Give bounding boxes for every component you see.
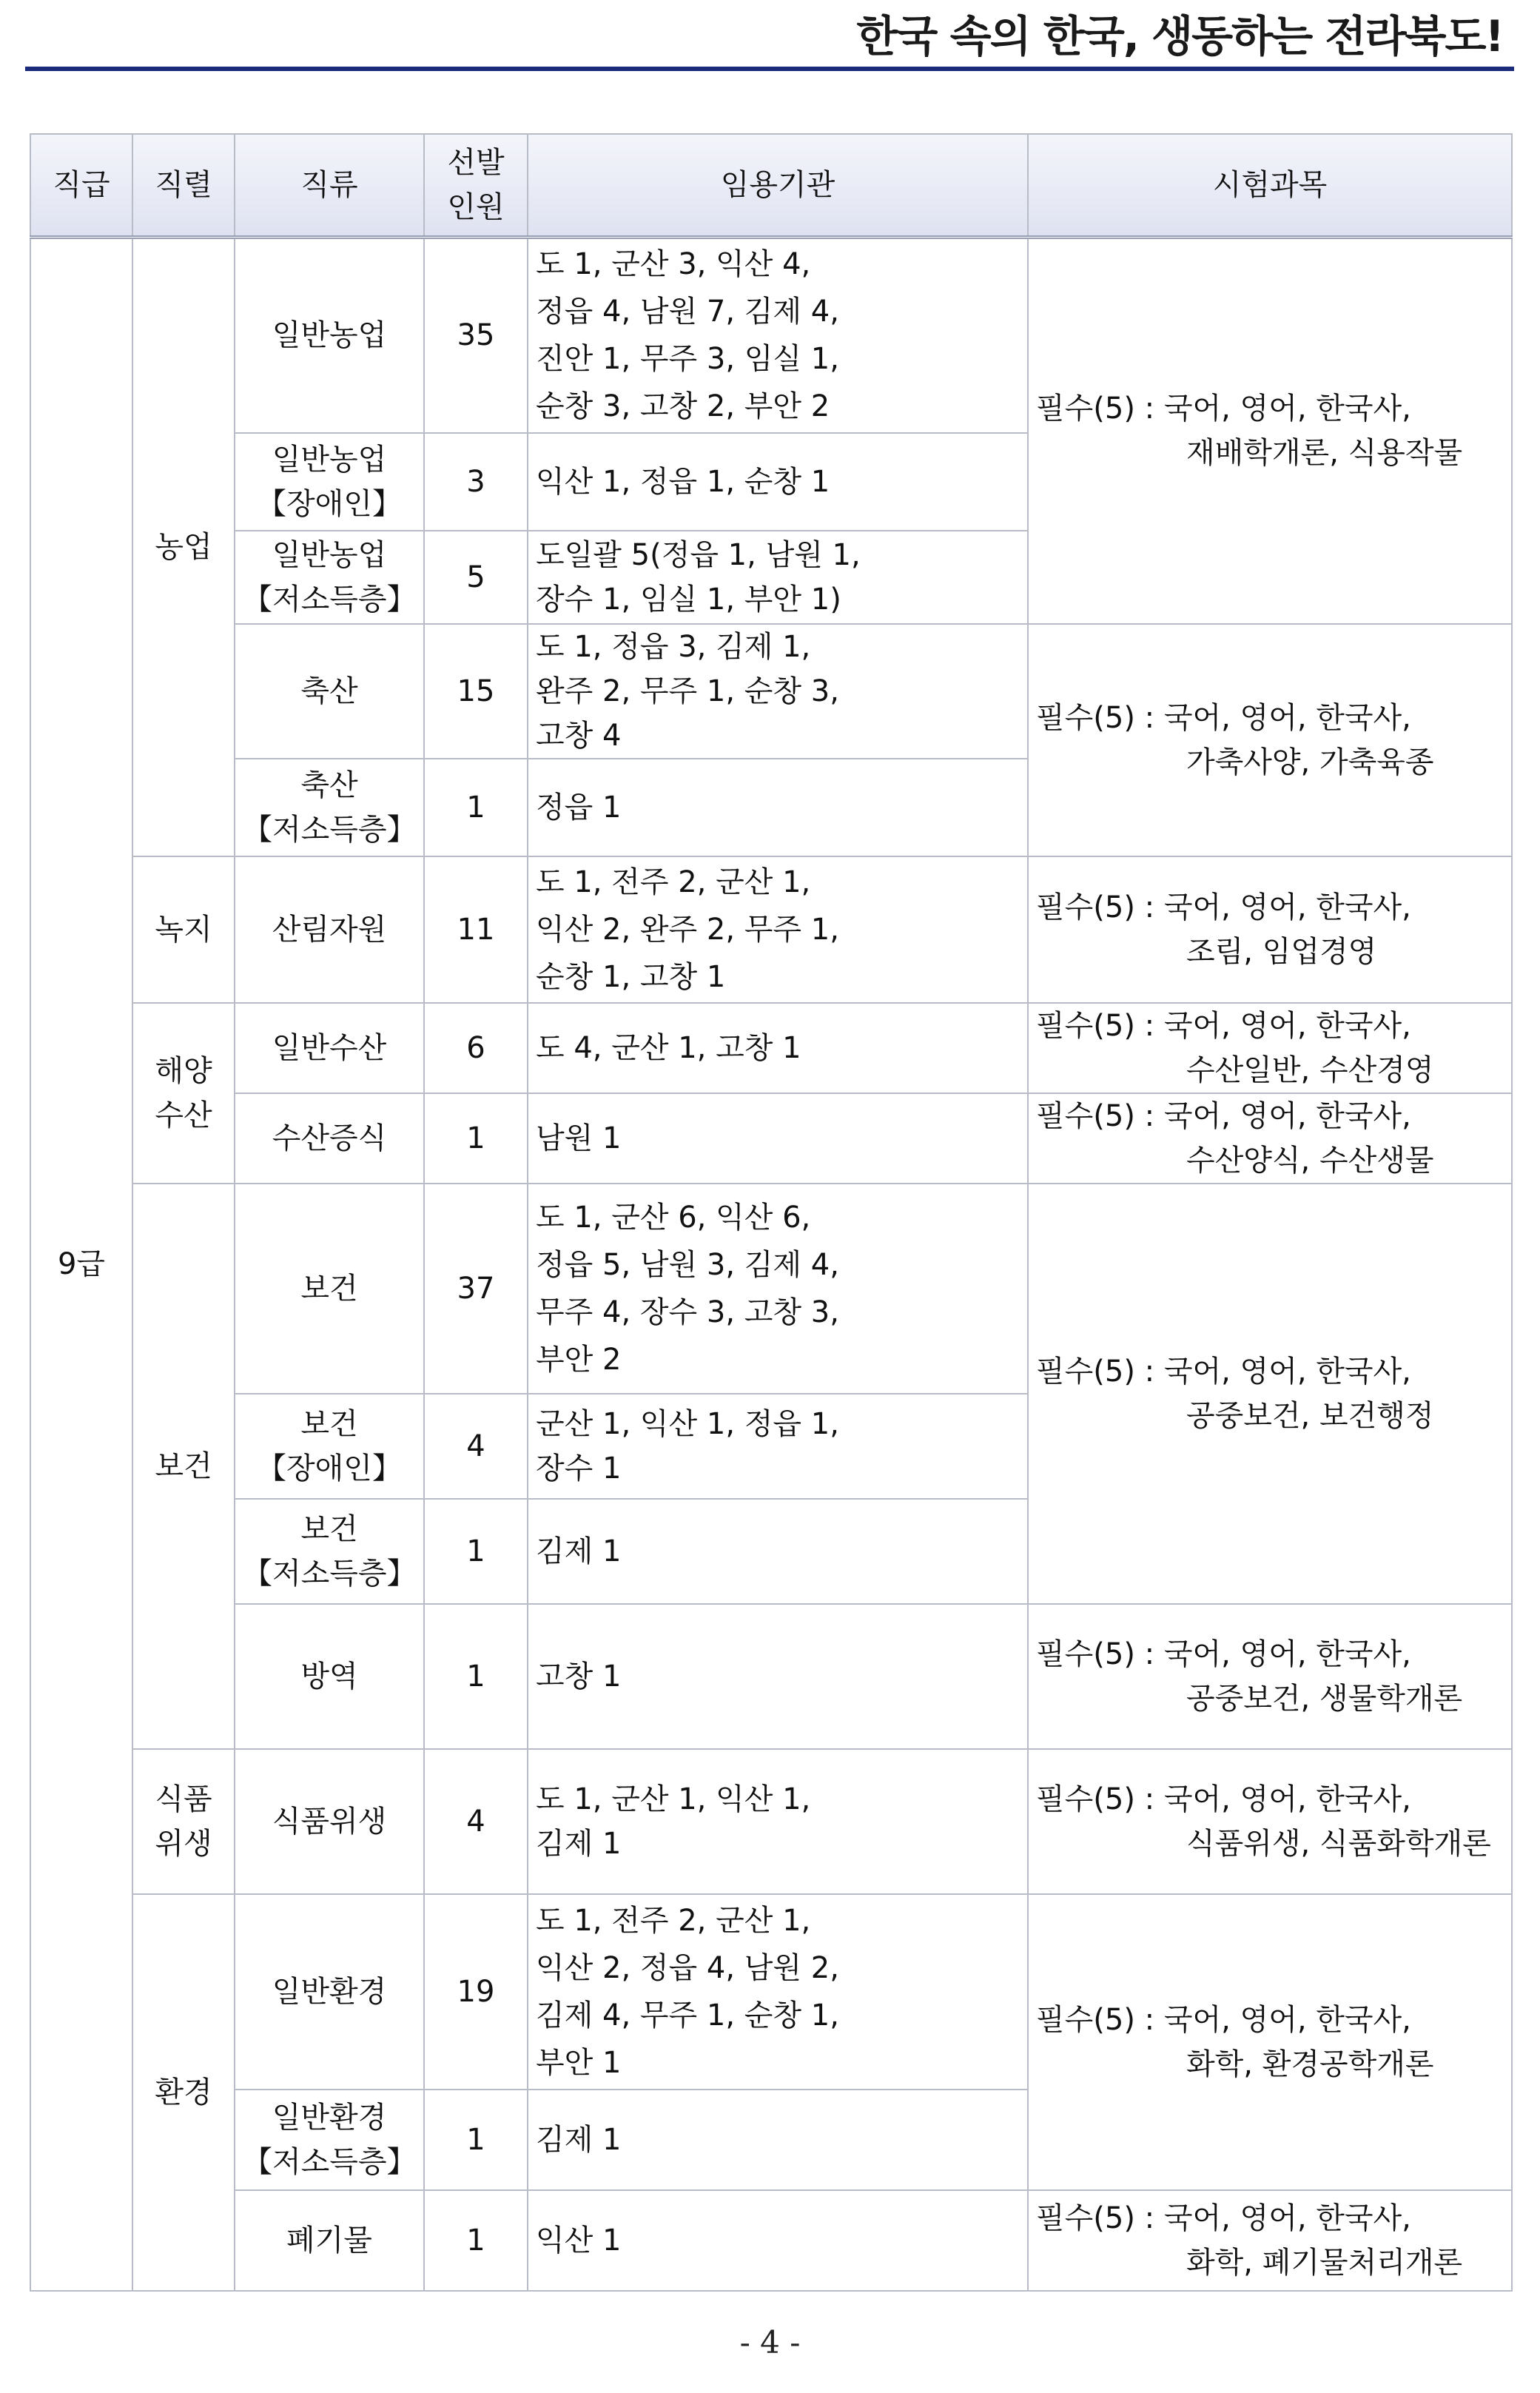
agency-cell: 도 1, 정읍 3, 김제 1, 완주 2, 무주 1, 순창 3, 고창 4 xyxy=(528,624,1028,759)
agency-cell: 도 4, 군산 1, 고창 1 xyxy=(528,1003,1028,1093)
table-header-row xyxy=(30,134,1512,238)
class-cell: 보건 xyxy=(235,1184,424,1394)
grade-cell: 9급 xyxy=(30,238,132,2291)
header-class: 직류 xyxy=(235,134,424,238)
slogan: 한국 속의 한국, 생동하는 전라북도! xyxy=(856,11,1503,61)
count-cell: 1 xyxy=(424,1604,528,1749)
subjects-cell: 필수(5) : 국어, 영어, 한국사, 가축사양, 가축육종 xyxy=(1028,624,1512,856)
series-fish: 해양 수산 xyxy=(132,1003,235,1184)
header-count: 선발 인원 xyxy=(424,134,528,238)
count-cell: 1 xyxy=(424,759,528,856)
class-cell: 일반환경 【저소득층】 xyxy=(235,2090,424,2190)
class-cell: 산림자원 xyxy=(235,856,424,1003)
count-cell: 1 xyxy=(424,2190,528,2291)
recruitment-table xyxy=(30,133,1513,2292)
header-agency: 임용기관 xyxy=(528,134,1028,238)
subjects-cell: 필수(5) : 국어, 영어, 한국사, 공중보건, 보건행정 xyxy=(1028,1184,1512,1604)
agency-cell: 남원 1 xyxy=(528,1093,1028,1184)
class-cell: 수산증식 xyxy=(235,1093,424,1184)
agency-cell: 도 1, 전주 2, 군산 1, 익산 2, 정읍 4, 남원 2, 김제 4, 무주 1, 순창 1, 부안 1 xyxy=(528,1894,1028,2090)
series-green: 녹지 xyxy=(132,856,235,1003)
agency-cell: 도일괄 5(정읍 1, 남원 1, 장수 1, 임실 1, 부안 1) xyxy=(528,531,1028,624)
count-cell: 19 xyxy=(424,1894,528,2090)
table-row xyxy=(30,1093,1512,1184)
table-row xyxy=(30,856,1512,1003)
table-row xyxy=(30,624,1512,759)
page-number: - 4 - xyxy=(739,2324,801,2360)
class-cell: 일반수산 xyxy=(235,1003,424,1093)
count-cell: 11 xyxy=(424,856,528,1003)
count-cell: 6 xyxy=(424,1003,528,1093)
agency-cell: 도 1, 전주 2, 군산 1, 익산 2, 완주 2, 무주 1, 순창 1, 고창 1 xyxy=(528,856,1028,1003)
class-cell: 폐기물 xyxy=(235,2190,424,2291)
class-cell: 일반환경 xyxy=(235,1894,424,2090)
class-cell: 일반농업 【장애인】 xyxy=(235,433,424,531)
subjects-cell: 필수(5) : 국어, 영어, 한국사, 재배학개론, 식용작물 xyxy=(1028,238,1512,624)
header-rule xyxy=(25,67,1514,71)
count-cell: 1 xyxy=(424,1093,528,1184)
subjects-cell: 필수(5) : 국어, 영어, 한국사, 식품위생, 식품화학개론 xyxy=(1028,1749,1512,1894)
agency-cell: 군산 1, 익산 1, 정읍 1, 장수 1 xyxy=(528,1394,1028,1499)
subjects-cell: 필수(5) : 국어, 영어, 한국사, 수산일반, 수산경영 xyxy=(1028,1003,1512,1093)
class-cell: 보건 【장애인】 xyxy=(235,1394,424,1499)
count-cell: 1 xyxy=(424,2090,528,2190)
class-cell: 축산 【저소득층】 xyxy=(235,759,424,856)
subjects-cell: 필수(5) : 국어, 영어, 한국사, 수산양식, 수산생물 xyxy=(1028,1093,1512,1184)
count-cell: 1 xyxy=(424,1499,528,1604)
header-subjects: 시험과목 xyxy=(1028,134,1512,238)
count-cell: 4 xyxy=(424,1749,528,1894)
agency-cell: 익산 1 xyxy=(528,2190,1028,2291)
subjects-cell: 필수(5) : 국어, 영어, 한국사, 화학, 폐기물처리개론 xyxy=(1028,2190,1512,2291)
table-row xyxy=(30,1749,1512,1894)
subjects-cell: 필수(5) : 국어, 영어, 한국사, 조림, 임업경영 xyxy=(1028,856,1512,1003)
count-cell: 3 xyxy=(424,433,528,531)
class-cell: 보건 【저소득층】 xyxy=(235,1499,424,1604)
table-row xyxy=(30,1184,1512,1394)
series-health: 보건 xyxy=(132,1184,235,1749)
agency-cell: 김제 1 xyxy=(528,1499,1028,1604)
count-cell: 5 xyxy=(424,531,528,624)
subjects-cell: 필수(5) : 국어, 영어, 한국사, 공중보건, 생물학개론 xyxy=(1028,1604,1512,1749)
series-agri: 농업 xyxy=(132,238,235,856)
table-row xyxy=(30,2190,1512,2291)
header-grade: 직급 xyxy=(30,134,132,238)
class-cell: 일반농업 【저소득층】 xyxy=(235,531,424,624)
agency-cell: 김제 1 xyxy=(528,2090,1028,2190)
header-series: 직렬 xyxy=(132,134,235,238)
count-cell: 35 xyxy=(424,238,528,433)
count-cell: 37 xyxy=(424,1184,528,1394)
class-cell: 방역 xyxy=(235,1604,424,1749)
agency-cell: 정읍 1 xyxy=(528,759,1028,856)
table-row xyxy=(30,1003,1512,1093)
count-cell: 4 xyxy=(424,1394,528,1499)
agency-cell: 도 1, 군산 3, 익산 4, 정읍 4, 남원 7, 김제 4, 진안 1, 무주 3, 임실 1, 순창 3, 고창 2, 부안 2 xyxy=(528,238,1028,433)
agency-cell: 도 1, 군산 1, 익산 1, 김제 1 xyxy=(528,1749,1028,1894)
series-env: 환경 xyxy=(132,1894,235,2291)
table-row xyxy=(30,1604,1512,1749)
agency-cell: 익산 1, 정읍 1, 순창 1 xyxy=(528,433,1028,531)
class-cell: 일반농업 xyxy=(235,238,424,433)
table-row xyxy=(30,238,1512,433)
agency-cell: 도 1, 군산 6, 익산 6, 정읍 5, 남원 3, 김제 4, 무주 4, 장수 3, 고창 3, 부안 2 xyxy=(528,1184,1028,1394)
series-food: 식품 위생 xyxy=(132,1749,235,1894)
count-cell: 15 xyxy=(424,624,528,759)
subjects-cell: 필수(5) : 국어, 영어, 한국사, 화학, 환경공학개론 xyxy=(1028,1894,1512,2190)
agency-cell: 고창 1 xyxy=(528,1604,1028,1749)
class-cell: 축산 xyxy=(235,624,424,759)
class-cell: 식품위생 xyxy=(235,1749,424,1894)
table-row xyxy=(30,1894,1512,2090)
